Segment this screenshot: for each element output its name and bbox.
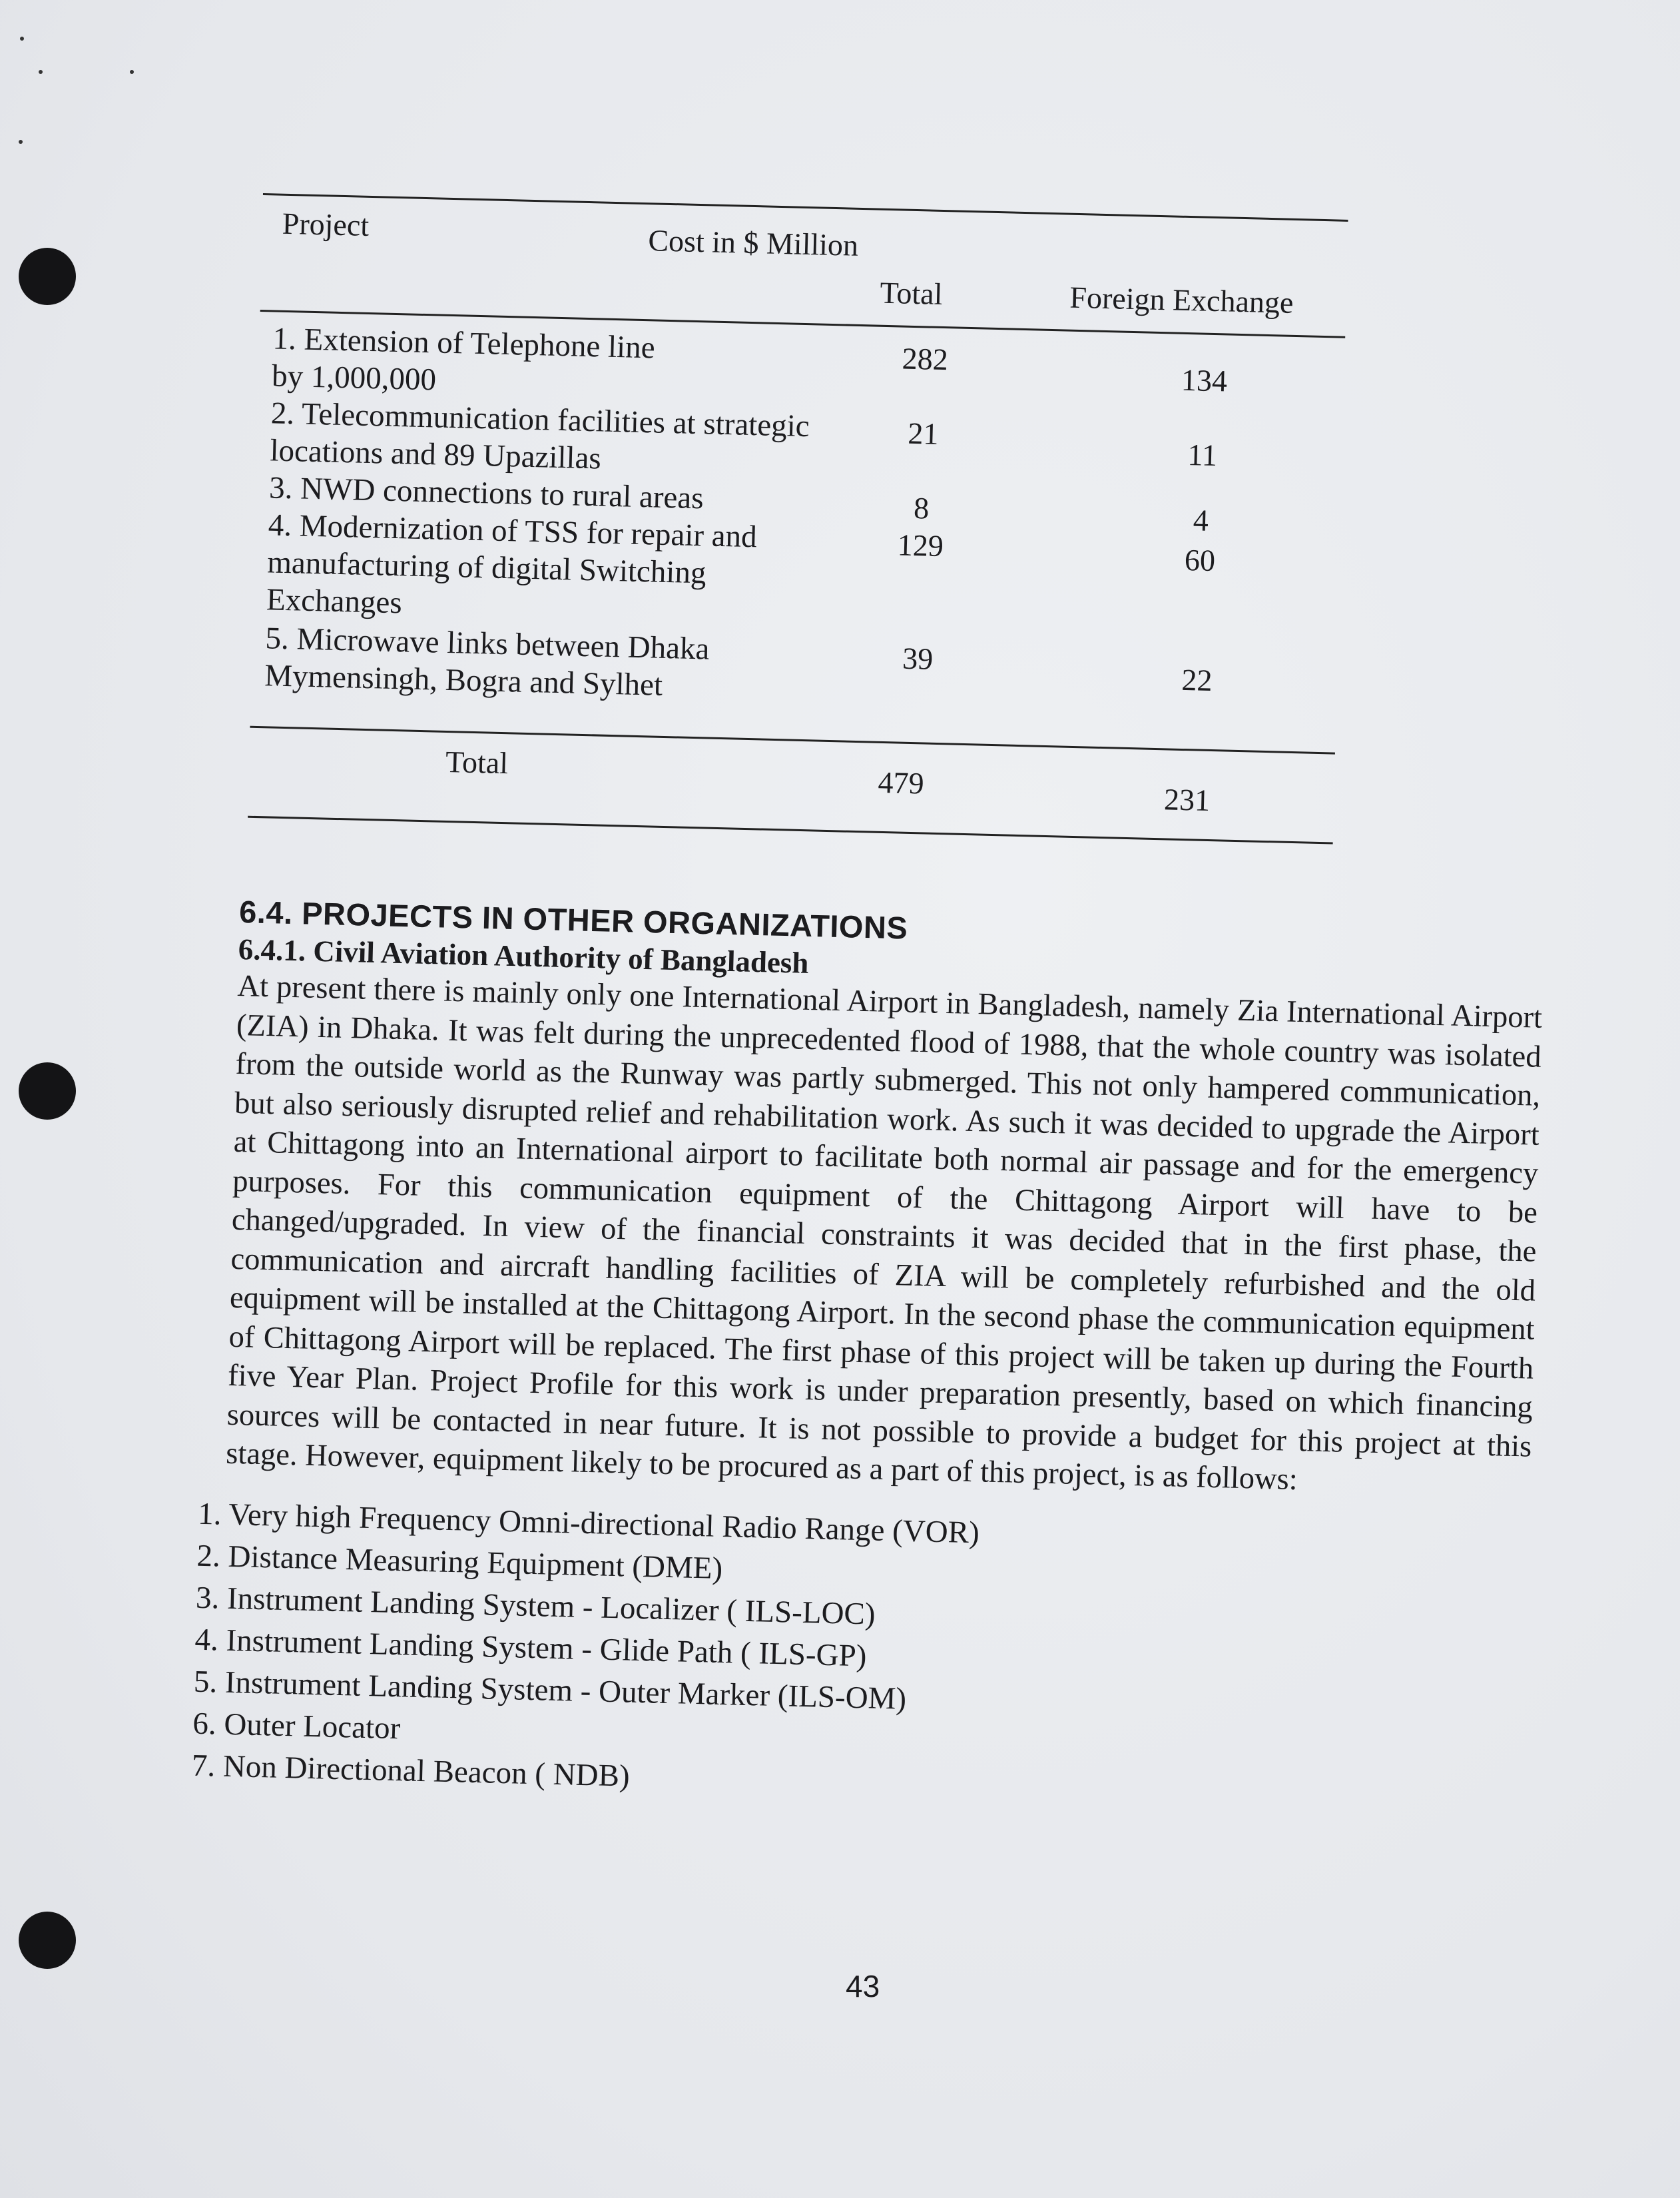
binder-hole-top — [19, 248, 76, 305]
header-project: Project — [282, 206, 370, 242]
list-item: 7. Non Directional Beacon ( NDB) — [191, 1748, 631, 1794]
row-description: 3. NWD connections to rural areas — [268, 470, 704, 516]
row-description: 4. Modernization of TSS for repair and manufacturing of digital Switching Exchanges — [266, 508, 758, 621]
binder-hole-bottom — [19, 1912, 76, 1969]
speck — [130, 70, 134, 74]
row-total: 21 — [907, 416, 940, 451]
speck — [19, 140, 23, 144]
row-foreign-exchange: 60 — [1184, 542, 1216, 578]
table-top-rule — [263, 193, 1348, 222]
row-total: 129 — [897, 528, 944, 563]
speck — [20, 37, 24, 41]
total-bottom-rule — [248, 816, 1333, 845]
header-total: Total — [880, 275, 944, 311]
list-item: 4. Instrument Landing System - Glide Path ( ILS-GP) — [194, 1622, 867, 1673]
row-total: 8 — [913, 491, 930, 526]
list-item: 1. Very high Frequency Omni-directional Radio Range (VOR) — [197, 1496, 980, 1550]
list-item: 3. Instrument Landing System - Localizer ( ILS-LOC) — [195, 1580, 876, 1632]
list-item: 2. Distance Measuring Equipment (DME) — [196, 1538, 723, 1586]
equipment-list — [191, 1493, 1530, 1819]
row-foreign-exchange: 4 — [1193, 503, 1209, 538]
subsection-heading: 6.4.1. Civil Aviation Authority of Bangladesh — [238, 932, 810, 980]
total-top-rule — [250, 726, 1335, 755]
row-description: 1. Extension of Telephone line by 1,000,000 — [271, 321, 656, 398]
row-description: 5. Microwave links between Dhaka Mymensingh, Bogra and Sylhet — [264, 621, 710, 703]
binder-hole-middle — [19, 1062, 76, 1120]
total-value: 479 — [878, 765, 925, 801]
cost-table — [263, 193, 1362, 818]
total-foreign-exchange: 231 — [1163, 782, 1211, 818]
section-heading: 6.4. PROJECTS IN OTHER ORGANIZATIONS — [238, 893, 908, 946]
total-label: Total — [445, 744, 509, 781]
row-foreign-exchange: 134 — [1181, 362, 1228, 398]
speck — [39, 70, 43, 74]
list-item: 5. Instrument Landing System - Outer Marker (ILS-OM) — [193, 1664, 907, 1716]
header-foreign-exchange: Foreign Exchange — [1069, 280, 1294, 320]
page-number: 43 — [846, 1969, 880, 2004]
header-cost: Cost in $ Million — [647, 223, 859, 262]
section-paragraph: At present there is mainly only one International Airport in Bangladesh, namely Zia International Airport (ZIA) in Dhaka. It was felt during the unprecedented flood of 1988, that the whole country was isolated from the outside world as the Runway was partly submerged. This not only hampered communication, but also seriously disrupted relief and rehabilitation work. As such it was decided to upgrade the Airport at Chittagong into an International airport to facilitate both normal air passage and for the emergency purposes. For this communication equipment of the Chittagong Airport will have to be changed/upgraded. In view of the financial constraints it was decided that in the first phase, the communication and aircraft handling facilities of ZIA will be completely refurbished and the old equipment will be installed at the Chittagong Airport. In the second phase the communication equipment of Chittagong Airport will be replaced. The first phase of this project will be taken up during the Fourth five Year Plan. Project Profile for this work is under preparation presently, based on which financing sources will be contacted in near future. It is not possible to provide a budget for this project at this stage. However, equipment likely to be procured as a part of this project, is as follows: — [225, 968, 1543, 1497]
row-foreign-exchange: 11 — [1187, 438, 1218, 473]
row-total: 282 — [902, 341, 949, 377]
row-description: 2. Telecommunication facilities at strategic locations and 89 Upazillas — [269, 396, 810, 476]
section-body — [191, 893, 1544, 1819]
row-total: 39 — [902, 641, 934, 676]
list-item: 6. Outer Locator — [192, 1706, 401, 1746]
row-foreign-exchange: 22 — [1181, 662, 1213, 698]
